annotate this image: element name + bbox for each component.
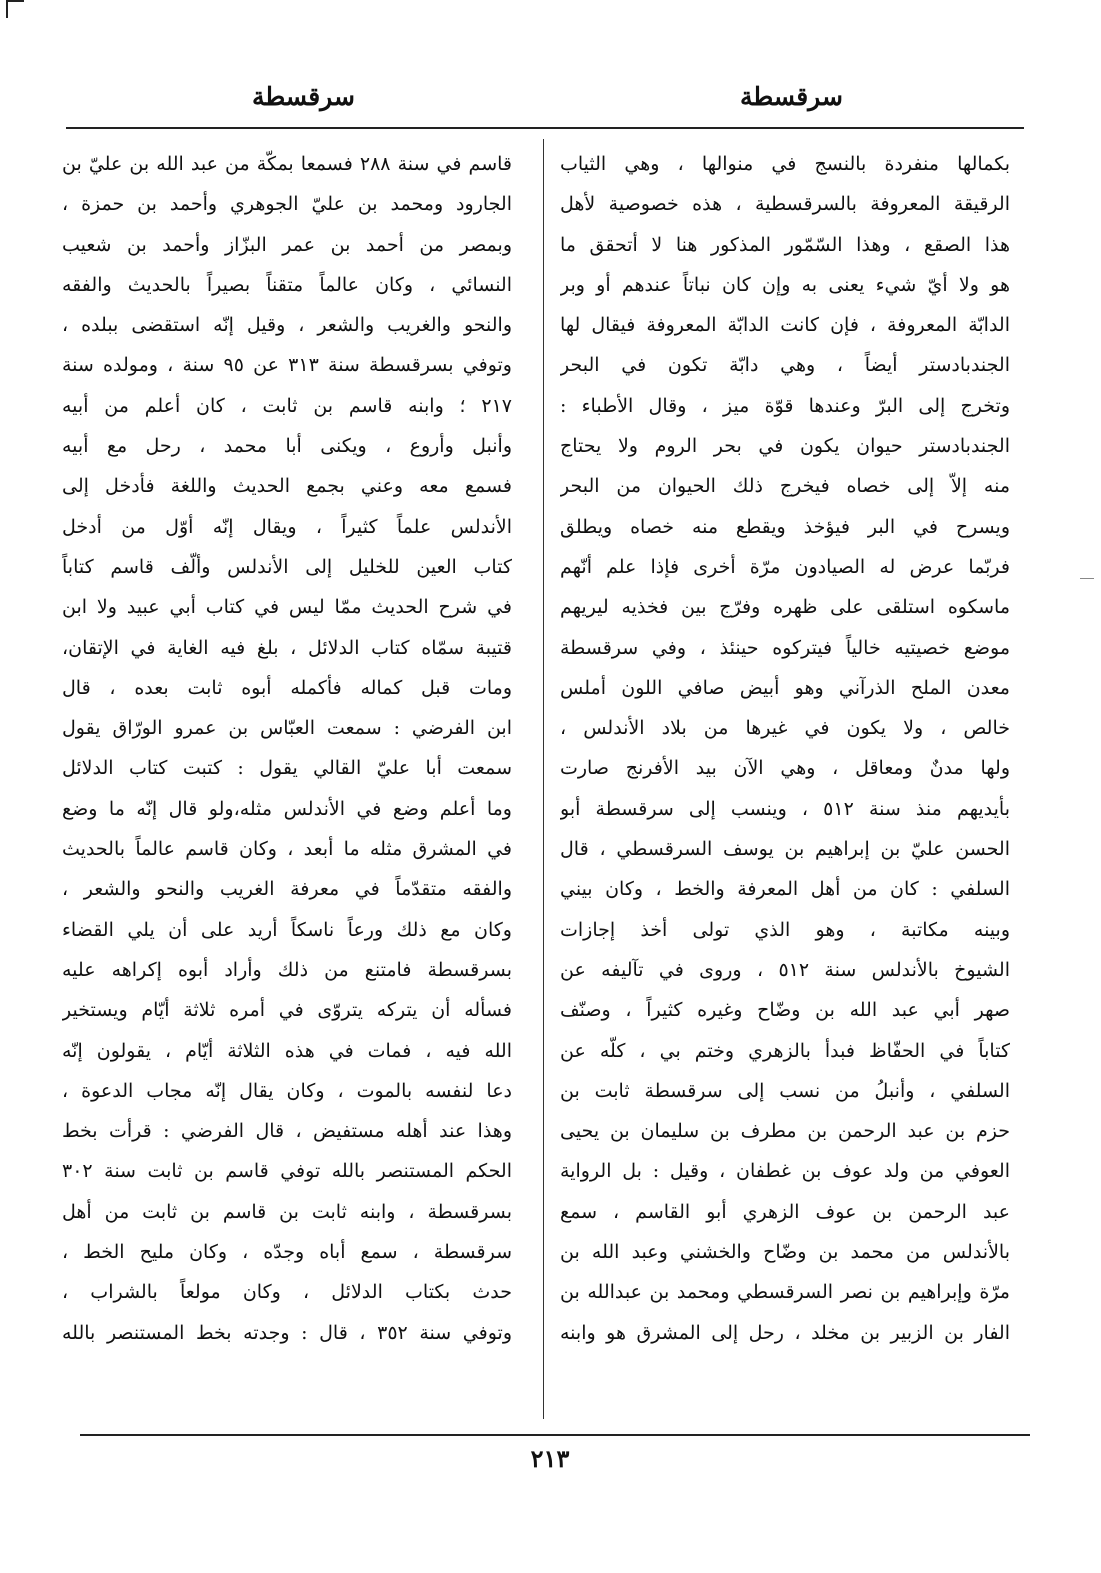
text-line: وتوفي بسرقسطة سنة ٣١٣ عن ٩٥ سنة ، ومولده سنة [62,354,512,377]
corner-crop-mark [6,0,24,18]
text-line: سرقسطة ، سمع أباه وجدّه ، وكان مليح الخط ، [62,1241,512,1264]
text-line: النسائي ، وكان عالماً متقناً بصيراً بالحديث والفقه [62,273,512,296]
text-line: موضع خصيتيه خالياً فيتركوه حينئذ ، وفي سرقسطة [560,636,1010,659]
text-line: السلفي : كان من أهل المعرفة والخط ، وكان بيني [560,878,1010,901]
text-line: فسأله أن يتركه يتروّى في أمره ثلاثة أيّام ويستخير [62,999,512,1022]
text-line: قاسم في سنة ٢٨٨ فسمعا بمكّة من عبد الله بن عليّ بن [62,153,512,175]
text-line: هو ولا أيّ شيء يعنى به وإن كان نباتاً عندهم أو وبر [560,273,1010,296]
text-line: الشيوخ بالأندلس سنة ٥١٢ ، وروى في تآليفه عن [560,958,1010,981]
text-line: ومات قبل كماله فأكمله أبوه ثابت بعده ، قال [62,676,512,699]
text-line: والفقه متقدّماً في معرفة الغريب والنحو والشعر ، [62,878,512,901]
text-line: دعا لنفسه بالموت ، وكان يقال إنّه مجاب الدعوة ، [62,1079,512,1102]
text-line: عبد الرحمن بن عوف الزهري أبو القاسم ، سمع [560,1200,1010,1223]
text-line: الأندلس علماً كثيراً ، ويقال إنّه أوّل من أدخل [62,515,512,538]
text-line: وبينه مكاتبة ، وهو الذي تولى أخذ إجازات [560,918,1010,941]
text-line: الحسن عليّ بن إبراهيم بن يوسف السرقسطي ، قال [560,838,1010,861]
text-line: ولها مدنٌ ومعاقل ، وهي الآن بيد الأفرنج صارت [560,757,1010,780]
text-line: كتاب العين للخليل إلى الأندلس وألّف قاسم كتاباً [62,555,512,578]
text-line: الفار بن الزبير بن مخلد ، رحل إلى المشرق هو وابنه [560,1321,1010,1344]
text-line: الرقيقة المعروفة بالسرقسطية ، هذه خصوصية لأهل [560,193,1010,216]
text-line: كتاباً في الحفّاظ فبدأ بالزهري وختم بي ، كلّه عن [560,1039,1010,1062]
text-line: ابن الفرضي : سمعت العبّاس بن عمرو الورّاق يقول [62,717,512,740]
margin-tick [1080,578,1094,579]
column-divider [543,139,544,1419]
text-line: صهر أبي عبد الله بن وضّاح وغيره كثيراً ، وصنّف [560,999,1010,1022]
text-line: السلفي ، وأنبلُ من نسب إلى سرقسطة ثابت بن [560,1079,1010,1102]
text-line: وهذا عند أهله مستفيض ، قال الفرضي : قرأت بخط [62,1120,512,1143]
text-line: العوفي من ولد عوف بن غطفان ، وقيل : بل الرواية [560,1160,1010,1183]
text-line: مرّة وإبراهيم بن نصر السرقسطي ومحمد بن عبدالله بن [560,1281,1010,1304]
text-line: بالأندلس من محمد بن وضّاح والخشني وعبد الله بن [560,1241,1010,1264]
text-line: معدن الملح الذرآني وهو أبيض صافي اللون أملس [560,676,1010,699]
text-line: الدابّة المعروفة ، فإن كانت الدابّة المعروفة فيقال لها [560,314,1010,337]
text-line: حزم بن عبد الرحمن بن مطرف بن سليمان بن يحيى [560,1120,1010,1143]
running-header-right: سرقسطة [740,82,843,111]
text-line: في المشرق مثله ما أبعد ، وكان قاسم عالماً بالحديث [62,838,512,861]
text-line: بسرقسطة فامتنع من ذلك وأراد أبوه إكراهه عليه [62,958,512,981]
text-line: الجندبادستر حيوان يكون في بحر الروم ولا يحتاج [560,435,1010,458]
text-line: الله فيه ، فمات في هذه الثلاثة أيّام ، يقولون إنّه [62,1039,512,1062]
text-line: وتخرج إلى البرّ وعندها قوّة ميز ، وقال الأطباء : [560,394,1010,417]
text-line: فسمع معه وعني بجمع الحديث واللغة فأدخل إلى [62,475,512,498]
text-line: بأيديهم منذ سنة ٥١٢ ، وينسب إلى سرقسطة أبو [560,797,1010,820]
text-line: وبمصر من أحمد بن عمر البزّاز وأحمد بن شعيب [62,233,512,256]
text-line: وتوفي سنة ٣٥٢ ، قال : وجدته بخط المستنصر بالله [62,1321,512,1344]
page-number: ٢١٣ [530,1444,570,1473]
text-line: هذا الصقع ، وهذا السّمّور المذكور هنا لا أتحقق ما [560,233,1010,256]
text-line: في شرح الحديث ممّا ليس في كتاب أبي عبيد ولا ابن [62,596,512,619]
header-rule [66,127,1024,129]
text-line: والنحو والغريب والشعر ، وقيل إنّه استقضى ببلده ، [62,314,512,337]
text-line: قتيبة سمّاه كتاب الدلائل ، بلغ فيه الغاية في الإتقان، [62,636,512,659]
running-header-left: سرقسطة [252,82,355,111]
text-line: ٢١٧ ؛ وابنه قاسم بن ثابت ، كان أعلم من أبيه [62,394,512,417]
text-line: الجارود ومحمد بن عليّ الجوهري وأحمد بن حمزة ، [62,193,512,216]
text-line: بكمالها منفردة بالنسج في منوالها ، وهي الثياب [560,153,1010,175]
text-line: ماسكوه استلقى على ظهره وفرّج بين فخذيه ليريهم [560,596,1010,619]
text-line: الحكم المستنصر بالله توفي قاسم بن ثابت سنة ٣٠٢ [62,1160,512,1183]
text-line: ويسرح في البر فيؤخذ ويقطع منه خصاه ويطلق [560,515,1010,538]
text-line: بسرقسطة ، وابنه ثابت بن قاسم بن ثابت من أهل [62,1200,512,1223]
text-line: فربّما عرض له الصيادون مرّة أخرى فإذا علم أنّهم [560,555,1010,578]
right-text-column [560,144,1010,1353]
text-line: الجندبادستر أيضاً ، وهي دابّة تكون في البحر [560,354,1010,377]
left-text-column [62,144,512,1353]
text-line: حدث بكتاب الدلائل ، وكان مولعاً بالشراب ، [62,1281,512,1304]
text-line: وكان مع ذلك ورعاً ناسكاً أريد على أن يلي القضاء [62,918,512,941]
text-line: سمعت أبا عليّ القالي يقول : كتبت كتاب الدلائل [62,757,512,780]
text-line: وأنبل وأروع ، ويكنى أبا محمد ، رحل مع أبيه [62,435,512,458]
text-line: خالص ، ولا يكون في غيرها من بلاد الأندلس ، [560,717,1010,740]
text-line: وما أعلم وضع في الأندلس مثله،ولو قال إنّه ما وضع [62,797,512,820]
footer-rule [80,1434,1030,1436]
text-line: منه إلاّ إلى خصاه فيخرج ذلك الحيوان من البحر [560,475,1010,498]
